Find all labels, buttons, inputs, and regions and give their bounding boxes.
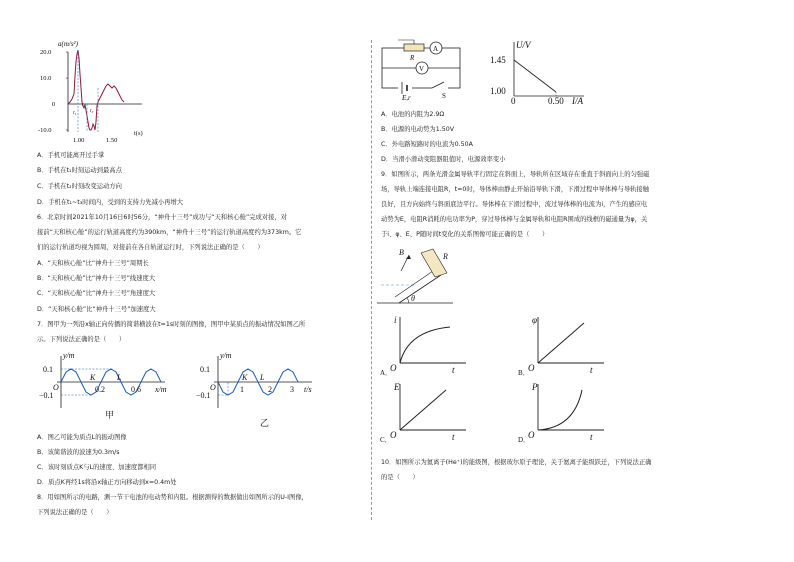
circuit-r: R	[410, 54, 415, 62]
yi-l: L	[260, 373, 265, 382]
accel-ylabel: a(m/s²)	[58, 40, 78, 48]
ui-ylabel: U/V	[516, 40, 531, 50]
q7-stem-line1: 7．图甲为一列沿x轴正向传播的简谐横波在t=1s时刻的图像，图甲中某质点的振动情况如图乙所	[37, 321, 306, 328]
ui-x1: 0.50	[548, 96, 564, 106]
graph-d-xlabel: t	[590, 432, 593, 442]
jia-l: L	[117, 373, 122, 382]
graph-c-option: C．	[380, 436, 392, 444]
q6-option-b: B．“天和核心舱”比“神舟十三号”线速度大	[37, 275, 156, 282]
jia-caption: 甲	[105, 410, 115, 420]
graph-a-i-t	[380, 313, 470, 377]
incline-theta: θ	[411, 294, 415, 303]
q8-stem-line2: 下列说法正确的是（ ）	[37, 509, 113, 516]
yi-caption: 乙	[260, 418, 270, 428]
graph-a-ylabel: i	[394, 315, 397, 325]
q7-stem-line2: 示。下列说法正确的是（ ）	[37, 336, 126, 343]
incline-b: B	[399, 248, 404, 257]
accel-t1: t₁	[73, 110, 77, 116]
circuit-a: A	[433, 45, 439, 53]
accel-t2: t₂	[82, 102, 86, 108]
q9-line5: 于i、φ、E、P随时间t变化的关系图像可能正确的是（ ）	[381, 231, 549, 238]
accel-t3: t₃	[90, 108, 94, 114]
accel-ytick-0: 0	[52, 101, 56, 108]
incline-r: R	[443, 252, 448, 261]
circuit-s: S	[442, 92, 446, 100]
yi-xt-3: 3	[290, 385, 294, 394]
circuit-diagram	[378, 38, 468, 102]
q8-stem-line1: 8．用如图所示的电路，测一节干电池的电动势和内阻。根据测得的数据做出如图所示的U-I图像，	[37, 494, 308, 501]
graph-d-origin: O	[528, 430, 535, 440]
graph-b-option: B．	[518, 369, 530, 377]
q9-line3: 良好，且方向始终与斜面底边平行。导体棒在下滑过程中，流过导体棒的电流为i，产生的感应电	[381, 201, 648, 208]
q7-option-c: C．该时刻质点K与L的速度、加速度都相同	[37, 464, 157, 471]
yi-origin: O	[210, 383, 216, 392]
acceleration-graph	[30, 36, 150, 146]
jia-ytop: 0.1	[43, 365, 53, 374]
graph-c-xlabel: t	[452, 432, 455, 442]
q10-line2: 的是（ ）	[381, 474, 419, 481]
yi-k: K	[242, 373, 248, 382]
q5-option-d: D．手机在t₁~t₃时间内，受到的支持力先减小再增大	[37, 199, 184, 206]
q8-option-a: A．电池的内阻为2.9Ω	[381, 111, 445, 118]
q6-option-d: D．“天和核心舱”比“神舟十三号”加速度大	[37, 306, 156, 313]
graph-c-ylabel: E	[394, 382, 400, 392]
graph-d-ylabel: P	[532, 382, 538, 392]
graph-c-e-t	[380, 380, 470, 444]
wave-graph-jia	[37, 350, 177, 422]
q9-line1: 9．如图所示，两条光滑金属导轨平行固定在斜面上，导轨所在区域存在垂直于斜面向上的匀强磁	[381, 171, 650, 178]
graph-a-xlabel: t	[452, 365, 455, 375]
jia-xlabel: x/m	[155, 385, 167, 394]
graph-c-origin: O	[390, 430, 397, 440]
graph-b-origin: O	[528, 363, 535, 373]
accel-ytick-20: 20.0	[40, 49, 52, 56]
u-i-graph	[484, 38, 594, 108]
q5-option-a: A．手机可能离开过手掌	[37, 152, 105, 159]
q8-option-c: C．外电路短路时的电流为0.50A	[381, 141, 473, 148]
accel-xtick-150: 1.50	[106, 137, 118, 144]
q6-stem-line2: 接前“天和核心舱”的运行轨道高度约为390km，“神舟十三号”的运行轨道高度约为373km。它	[37, 229, 302, 236]
graph-b-phi-t	[518, 313, 608, 377]
graph-d-p-t	[518, 380, 608, 444]
ui-origin: 0	[511, 96, 516, 106]
graph-d-option: D．	[518, 436, 531, 444]
yi-ybot: −0.1	[196, 391, 211, 400]
graph-b-xlabel: t	[590, 365, 593, 375]
q6-option-a: A．“天和核心舱”比“神舟十三号”周期长	[37, 260, 149, 267]
accel-xtick-100: 1.00	[73, 137, 85, 144]
accel-xunit: t(s)	[134, 130, 143, 137]
accel-ytick-10: 10.0	[40, 75, 52, 82]
q9-line4: 动势为E，电阻R消耗的电功率为P，穿过导体棒与金属导轨和电阻R围成的线框的磁通量为φ，关	[381, 216, 648, 223]
accel-ytick-neg10: -10.0	[38, 127, 52, 134]
q6-option-c: C．“天和核心舱”比“神舟十三号”角速度大	[37, 290, 156, 297]
q8-option-d: D．当滑小滑动变阻器阻值时，电源效率变小	[381, 156, 506, 163]
jia-origin: O	[53, 383, 59, 392]
yi-xlabel: t/s	[304, 385, 312, 394]
column-divider	[371, 40, 372, 520]
ui-xlabel: I/A	[572, 96, 583, 106]
graph-b-ylabel: φ	[532, 315, 537, 325]
q9-line2: 场，导轨上端连接电阻R，t=0时，导体棒由静止开始沿导轨下滑，下滑过程中导体棒与导轨接触	[381, 186, 650, 193]
graph-a-origin: O	[390, 363, 397, 373]
q7-option-b: B．该简谐波的波速为0.3m/s	[37, 449, 120, 456]
jia-xt-06: 0.6	[131, 385, 141, 394]
q8-option-b: B．电源的电动势为1.50V	[381, 126, 455, 133]
q5-option-c: C．手机在t₂时刻改变运动方向	[37, 183, 122, 190]
yi-ytop: 0.1	[200, 365, 210, 374]
jia-xt-02: 0.2	[95, 385, 105, 394]
circuit-er: E,r	[402, 94, 411, 102]
graph-a-option: A．	[380, 369, 393, 377]
incline-diagram	[375, 245, 455, 310]
yi-xt-2: 2	[268, 385, 272, 394]
ui-y2: 1.00	[490, 86, 506, 96]
q10-line1: 10．如图所示为氦离子(He⁺)的能级图，根据玻尔原子理论，关于氦离子能级跃迁，下列说法正确	[381, 459, 652, 466]
q7-option-d: D．质点K再经1s将沿x轴正方向移动到x=0.4m处	[37, 479, 177, 486]
q5-option-b: B．手机在t₁时刻运动到最高点	[37, 167, 122, 174]
q6-stem-line1: 6．北京时间2021年10月16日6时56分，“神舟十三号”成功与“天和核心舱”完成对接，对	[37, 214, 288, 221]
q6-stem-line3: 们的运行轨道均视为圆周，对接前在各自轨道运行时，下列说法正确的是（ ）	[37, 244, 264, 251]
jia-k: K	[90, 373, 96, 382]
jia-ybot: −0.1	[39, 391, 54, 400]
yi-xt-1: 1	[240, 385, 244, 394]
wave-graph-yi	[194, 350, 324, 430]
ui-y1: 1.45	[490, 55, 506, 65]
circuit-v: V	[419, 65, 425, 73]
jia-ylabel: y/m	[63, 351, 75, 360]
q7-option-a: A．图乙可能为质点L的振动图像	[37, 434, 127, 441]
yi-ylabel: y/m	[220, 351, 232, 360]
